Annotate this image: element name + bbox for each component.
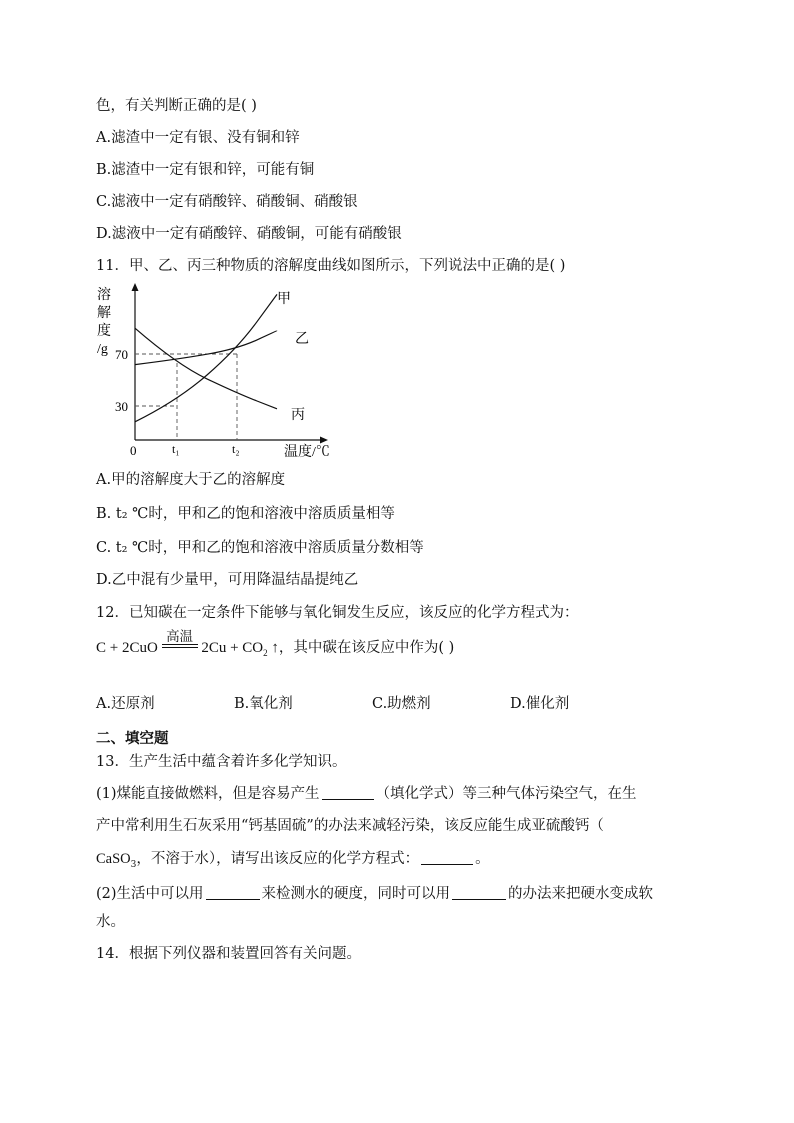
caso3-subscript: 3: [130, 859, 137, 870]
q12-option-b: B.氧化剂: [234, 696, 293, 712]
y-tick-30: 30: [115, 399, 128, 414]
q13-p2-text-c: 的办法来把硬水变成软: [508, 886, 654, 902]
section-title: 二、填空题: [96, 731, 169, 747]
xlabel: 温度/℃: [284, 445, 330, 460]
ylabel-char-1: 溶: [97, 288, 111, 303]
q13-p2-text-a: (2)生活中可以用: [96, 886, 204, 902]
q10-stem-end: 色，有关判断正确的是( ): [96, 98, 257, 114]
eq-products: 2Cu + CO: [201, 640, 264, 656]
x-tick-t2: t₂: [232, 442, 240, 456]
x-tick-t1: t₁: [172, 442, 180, 456]
eq-reactants: C + 2CuO: [96, 640, 158, 656]
series-label-jia: 甲: [277, 292, 291, 307]
q10-option-a: A.滤渣中一定有银、没有铜和锌: [96, 130, 300, 146]
q11-option-a: A.甲的溶解度大于乙的溶解度: [96, 472, 286, 488]
q13-p2-text-b: 来检测水的硬度，同时可以用: [261, 886, 451, 902]
y-tick-70: 70: [115, 347, 128, 362]
q13-p1-text-end: 。: [475, 851, 490, 867]
q13-part1-line2: 产中常利用生石灰采用“钙基固硫”的办法来减轻污染，该反应能生成亚硫酸钙（: [96, 818, 604, 834]
caso3-formula: CaSO: [96, 851, 131, 867]
q11-stem: 11．甲、乙、丙三种物质的溶解度曲线如图所示，下列说法中正确的是( ): [96, 258, 566, 274]
answer-blank-2[interactable]: [421, 849, 473, 865]
q13-part2-line2: 水。: [96, 914, 125, 930]
q12-chemical-equation: [96, 629, 455, 658]
q10-option-d: D.滤液中一定有硝酸锌、硝酸铜，可能有硝酸银: [96, 226, 402, 242]
q12-option-d: D.催化剂: [510, 696, 570, 712]
q13-part1-line1: [96, 784, 637, 804]
eq-condition-sign: [162, 629, 198, 657]
origin-label: 0: [130, 443, 137, 458]
q10-option-b: B.滤渣中一定有银和锌，可能有铜: [96, 162, 315, 178]
series-label-bing: 丙: [291, 408, 305, 423]
series-line-jia: [135, 294, 277, 421]
q13-stem: 13．生产生活中蕴含着许多化学知识。: [96, 754, 347, 770]
x-axis-arrow: [320, 437, 328, 444]
answer-blank-1[interactable]: [322, 784, 374, 800]
series-line-yi: [135, 331, 277, 365]
answer-blank-3[interactable]: [206, 884, 260, 900]
q12-options-row: [96, 694, 696, 714]
q11-option-b: B. t₂ ℃时，甲和乙的饱和溶液中溶质质量相等: [96, 506, 395, 522]
q12-option-a: A.还原剂: [96, 696, 155, 712]
q13-p1-text-a: (1)煤能直接做燃料，但是容易产生: [96, 786, 320, 802]
eq-co2-subscript: 2: [263, 648, 268, 658]
series-label-yi: 乙: [295, 332, 309, 347]
q13-p1-text-b: （填化学式）等三种气体污染空气，在生: [375, 786, 637, 802]
q13-part1-line3: [96, 849, 490, 875]
q12-stem: 12．已知碳在一定条件下能够与氧化铜发生反应，该反应的化学方程式为：: [96, 605, 579, 621]
eq-gas-arrow: ↑: [271, 640, 279, 656]
q13-part2-line1: [96, 884, 653, 904]
q12-stem-tail: ，其中碳在该反应中作为( ): [278, 640, 455, 656]
ylabel-char-2: 解: [97, 306, 111, 321]
q12-option-c: C.助燃剂: [372, 696, 431, 712]
y-axis-arrow: [132, 283, 139, 291]
q11-option-c: C. t₂ ℃时，甲和乙的饱和溶液中溶质质量分数相等: [96, 540, 424, 556]
q14-stem: 14．根据下列仪器和装置回答有关问题。: [96, 946, 361, 962]
solubility-chart: [94, 283, 354, 463]
q11-option-d: D.乙中混有少量甲，可用降温结晶提纯乙: [96, 572, 359, 588]
q10-option-c: C.滤液中一定有硝酸锌、硝酸铜、硝酸银: [96, 194, 358, 210]
ylabel-char-4: /g: [97, 342, 108, 357]
answer-blank-4[interactable]: [452, 884, 506, 900]
q13-p1-text-d: ，不溶于水），请写出该反应的化学方程式：: [136, 851, 420, 867]
eq-condition: 高温: [166, 629, 194, 644]
ylabel-char-3: 度: [97, 324, 111, 339]
